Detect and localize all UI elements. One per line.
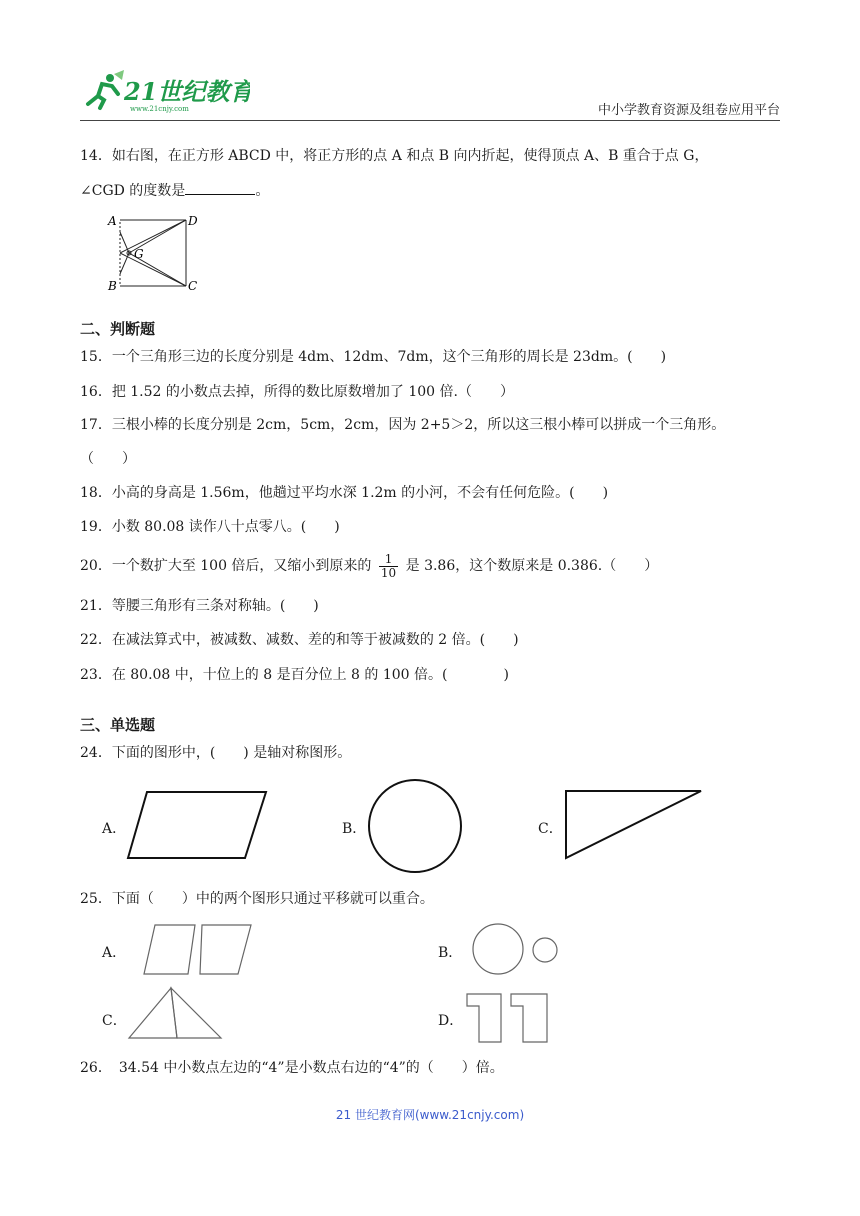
circle-shape (365, 778, 465, 874)
q20-after: 是 3.86，这个数原来是 0.386.（ ） (405, 558, 659, 574)
option-d-shapes (463, 990, 555, 1046)
label-b: B (108, 279, 117, 293)
fraction-denominator: 10 (380, 565, 397, 580)
label-d: D (188, 214, 198, 228)
q25-option-c: C． (102, 1013, 127, 1029)
q14-text: ∠CGD 的度数是 (80, 183, 186, 199)
section-judge-title: 二、判断题 (80, 320, 156, 338)
q19: 19．小数 80.08 读作八十点零八。( ) (80, 519, 340, 535)
q18: 18．小高的身高是 1.56m，他趟过平均水深 1.2m 的小河，不会有任何危险。( ) (80, 485, 609, 501)
platform-label: 中小学教育资源及组卷应用平台 (597, 103, 780, 118)
site-logo (80, 70, 250, 114)
fraction-numerator: 1 (379, 553, 398, 567)
q14-line2 (80, 180, 269, 201)
section-choice-title: 三、单选题 (80, 716, 156, 734)
logo-text: 21世纪教育 (124, 77, 250, 106)
q25: 25．下面（ ）中的两个图形只通过平移就可以重合。 (80, 891, 434, 907)
logo-url: www.21cnjy.com (130, 105, 189, 113)
footer-source[interactable]: 21 世纪教育网(www.21cnjy.com) (335, 1108, 525, 1122)
q25-option-a: A． (102, 945, 127, 961)
q21: 21．等腰三角形有三条对称轴。( ) (80, 598, 319, 614)
option-b-circles (470, 921, 560, 977)
q24-option-a: A． (102, 821, 127, 837)
q24-option-c: C． (538, 821, 563, 837)
option-c-triangles (125, 985, 225, 1043)
q14-text-end: 。 (255, 183, 270, 199)
q23: 23．在 80.08 中，十位上的 8 是百分位上 8 的 100 倍。( ) (80, 667, 509, 683)
q20-before: 20．一个数扩大至 100 倍后，又缩小到原来的 (80, 558, 372, 574)
q24-option-b: B． (342, 821, 367, 837)
q20 (80, 552, 658, 580)
q17: 17．三根小棒的长度分别是 2cm，5cm，2cm，因为 2+5＞2，所以这三根小棒可以拼成一个三角形。 (80, 417, 726, 433)
q26: 26． 34.54 中小数点左边的“4”是小数点右边的“4”的（ ）倍。 (80, 1060, 504, 1076)
q14-line1: 14．如右图，在正方形 ABCD 中，将正方形的点 A 和点 B 向内折起，使得顶点 A、B 重合于点 G， (80, 148, 709, 164)
square-fold-figure (100, 210, 210, 295)
label-c: C (188, 279, 198, 293)
header-divider (80, 120, 780, 121)
q17-paren: （ ） (80, 451, 136, 467)
q16: 16．把 1.52 的小数点去掉，所得的数比原数增加了 100 倍.（ ） (80, 384, 514, 400)
fraction (379, 553, 398, 580)
label-g: G (134, 247, 144, 261)
right-triangle-shape (562, 787, 707, 862)
option-a-parallelograms (140, 922, 255, 977)
parallelogram-shape (125, 788, 270, 862)
q22: 22．在减法算式中，被减数、减数、差的和等于被减数的 2 倍。( ) (80, 632, 519, 648)
label-a: A (108, 214, 117, 228)
q25-option-d: D． (438, 1013, 464, 1029)
answer-blank (185, 180, 255, 195)
q24: 24．下面的图形中，( ) 是轴对称图形。 (80, 745, 352, 761)
q25-option-b: B． (438, 945, 463, 961)
runner-logo-icon (80, 70, 250, 114)
q15: 15．一个三角形三边的长度分别是 4dm、12dm、7dm，这个三角形的周长是 23dm。( ) (80, 349, 667, 365)
